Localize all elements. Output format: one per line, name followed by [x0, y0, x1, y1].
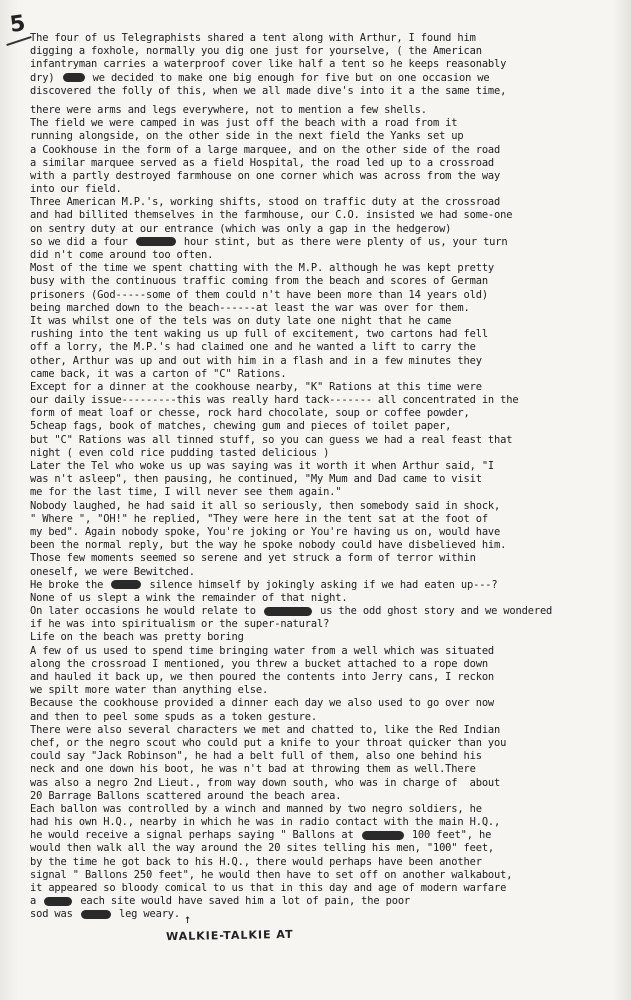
- text-line: and hauled it back up, we then poured the contents into Jerry cans, I reckon: [30, 671, 495, 683]
- text-line: had his own H.Q., nearby in which he was in radio contact with the main H.Q.,: [30, 816, 501, 829]
- redaction-mark: [63, 73, 85, 82]
- page-number: 5: [8, 11, 27, 38]
- text-line: came back, it was a carton of "C" Rations.: [30, 367, 287, 380]
- text-line: prisoners (God-----some of them could n't have been more than 14 years old): [30, 288, 488, 301]
- text-line: being marched down to the beach------at least the war was over for them.: [30, 301, 470, 314]
- text-line: rushing into the tent waking us up full of excitement, two cartons had fell: [30, 328, 488, 341]
- text-line: but "C" Rations was all tinned stuff, so you can guess we had a real feast that: [30, 433, 513, 446]
- text-line: did n't come around too often.: [30, 249, 214, 261]
- text-line: a Cookhouse in the form of a large marquee, and on the other side of the road: [30, 143, 501, 156]
- redaction-mark: [81, 910, 111, 919]
- text-line: chef, or the negro scout who could put a knife to your throat quicker than you: [30, 736, 507, 749]
- redaction-mark: [362, 831, 404, 840]
- text-line: he would receive a signal perhaps saying " Ballons at 100 feet", he: [30, 829, 492, 842]
- text-line: there were arms and legs everywhere, not to mention a few shells.: [30, 103, 427, 116]
- text-line: was also a negro 2nd Lieut., from way down south, who was in charge of about: [30, 776, 501, 789]
- redaction-mark: [111, 580, 141, 589]
- text-line: our daily issue---------this was really hard tack------- all concentrated in the: [30, 394, 519, 407]
- text-line: It was whilst one of the tels was on duty late one night that he came: [30, 314, 452, 327]
- text-line: was n't asleep", then pausing, he continued, "My Mum and Dad came to visit: [30, 473, 482, 486]
- text-line: Three American M.P.'s, working shifts, stood on traffic duty at the crossroad: [30, 196, 501, 209]
- text-line: digging a foxhole, normally you dig one just for yourselve, ( the American: [30, 45, 482, 58]
- text-line: Most of the time we spent chatting with the M.P. although he was kept pretty: [30, 262, 495, 275]
- redaction-mark: [44, 897, 72, 906]
- text-line: 20 Barrage Ballons scattered around the beach area.: [30, 789, 342, 802]
- text-line: A few of us used to spend time bringing water from a well which was situated: [30, 644, 495, 657]
- text-line: into our field.: [30, 183, 122, 196]
- text-line: would then walk all the way around the 20 sites telling his men, "100" feet,: [30, 842, 495, 855]
- text-line: The field we were camped in was just off the beach with a road from it: [30, 117, 458, 130]
- text-line: " Where ", "OH!" he replied, "They were here in the tent sat at the foot of: [30, 512, 488, 525]
- text-line: infantryman carries a waterproof cover like half a tent so he keeps reasonably: [30, 58, 507, 71]
- text-line: we spilt more water than anything else.: [30, 684, 269, 697]
- text-line: off a lorry, the M.P.'s had claimed one and he wanted a lift to carry the: [30, 341, 476, 354]
- text-line: if he was into spiritualism or the super-natural?: [30, 618, 330, 631]
- text-line: None of us slept a wink the remainder of that night.: [30, 591, 348, 604]
- insertion-caret-icon: ↑: [184, 912, 192, 926]
- text-line: sod was leg weary.: [30, 908, 181, 921]
- text-line: night ( even cold rice pudding tasted delicious ): [30, 446, 330, 459]
- text-line: with a partly destroyed farmhouse on one corner which was across from the way: [30, 169, 501, 182]
- text-line: a each site would have saved him a lot of pain, the poor: [30, 895, 411, 908]
- text-line: other, Arthur was up and out with him in a flash and in a few minutes they: [30, 354, 482, 367]
- handwritten-annotation: WALKIE-TALKIE AT: [165, 927, 294, 944]
- text-line: Because the cookhouse provided a dinner each day we also used to go over now: [30, 697, 495, 710]
- text-line: a similar marquee served as a field Hospital, the road led up to a crossroad: [30, 156, 495, 169]
- text-line: Except for a dinner at the cookhouse nearby, "K" Rations at this time were: [30, 380, 482, 393]
- text-line: by the time he got back to his H.Q., there would perhaps have been another: [30, 855, 482, 868]
- text-line: been the normal reply, but the way he spoke nobody could have disbelieved him.: [30, 539, 507, 552]
- typed-text-body: [30, 32, 622, 922]
- text-line: me for the last time, I will never see them again.": [30, 486, 342, 499]
- text-line: busy with the continuous traffic coming from the beach and scores of German: [30, 275, 488, 288]
- text-line: neck and one down his boot, he was n't bad at throwing them as well.There: [30, 763, 476, 776]
- text-line: dry) we decided to make one big enough for five but on one occasion we: [30, 71, 490, 84]
- text-line: Life on the beach was pretty boring: [30, 631, 244, 644]
- text-line: He broke the silence himself by jokingly asking if we had eaten up---?: [30, 578, 498, 591]
- text-line: 5cheap fags, book of matches, chewing gum and pieces of toilet paper,: [30, 420, 452, 433]
- text-line: signal " Ballons 250 feet", he would then have to set off on another walkabout,: [30, 868, 513, 881]
- text-line: along the crossroad I mentioned, you threw a bucket attached to a rope down: [30, 657, 488, 670]
- text-line: discovered the folly of this, when we all made dive's into it a the same time,: [30, 84, 507, 97]
- redaction-mark: [136, 237, 176, 246]
- text-line: on sentry duty at our entrance (which was only a gap in the hedgerow): [30, 222, 452, 235]
- text-line: On later occasions he would relate to us the odd ghost story and we wondered: [30, 605, 553, 618]
- page-number-underline: [6, 36, 31, 46]
- text-line: Later the Tel who woke us up was saying was it worth it when Arthur said, "I: [30, 460, 495, 472]
- text-line: oneself, we were Bewitched.: [30, 565, 195, 578]
- text-line: Nobody laughed, he had said it all so seriously, then somebody said in shock,: [30, 499, 501, 512]
- text-line: The four of us Telegraphists shared a tent along with Arthur, I found him: [30, 32, 476, 44]
- text-line: and had billited themselves in the farmhouse, our C.O. insisted we had some-one: [30, 209, 513, 222]
- text-line: my bed". Again nobody spoke, You're joking or You're having us on, would have: [30, 525, 501, 538]
- text-line: could say "Jack Robinson", he had a belt full of them, also one behind his: [30, 750, 482, 763]
- text-line: There were also several characters we met and chatted to, like the Red Indian: [30, 723, 501, 736]
- text-line: running alongside, on the other side in the next field the Yanks set up: [30, 130, 464, 143]
- text-line: it appeared so bloody comical to us that in this day and age of modern warfare: [30, 882, 507, 894]
- redaction-mark: [264, 607, 312, 616]
- text-line: Those few moments seemed so serene and yet struck a form of terror within: [30, 552, 476, 565]
- text-line: form of meat loaf or chesse, rock hard chocolate, soup or coffee powder,: [30, 407, 470, 420]
- text-line: Each ballon was controlled by a winch and manned by two negro soldiers, he: [30, 802, 482, 815]
- text-line: so we did a four hour stint, but as there were plenty of us, your turn: [30, 235, 508, 248]
- text-line: and then to peel some spuds as a token gesture.: [30, 710, 317, 723]
